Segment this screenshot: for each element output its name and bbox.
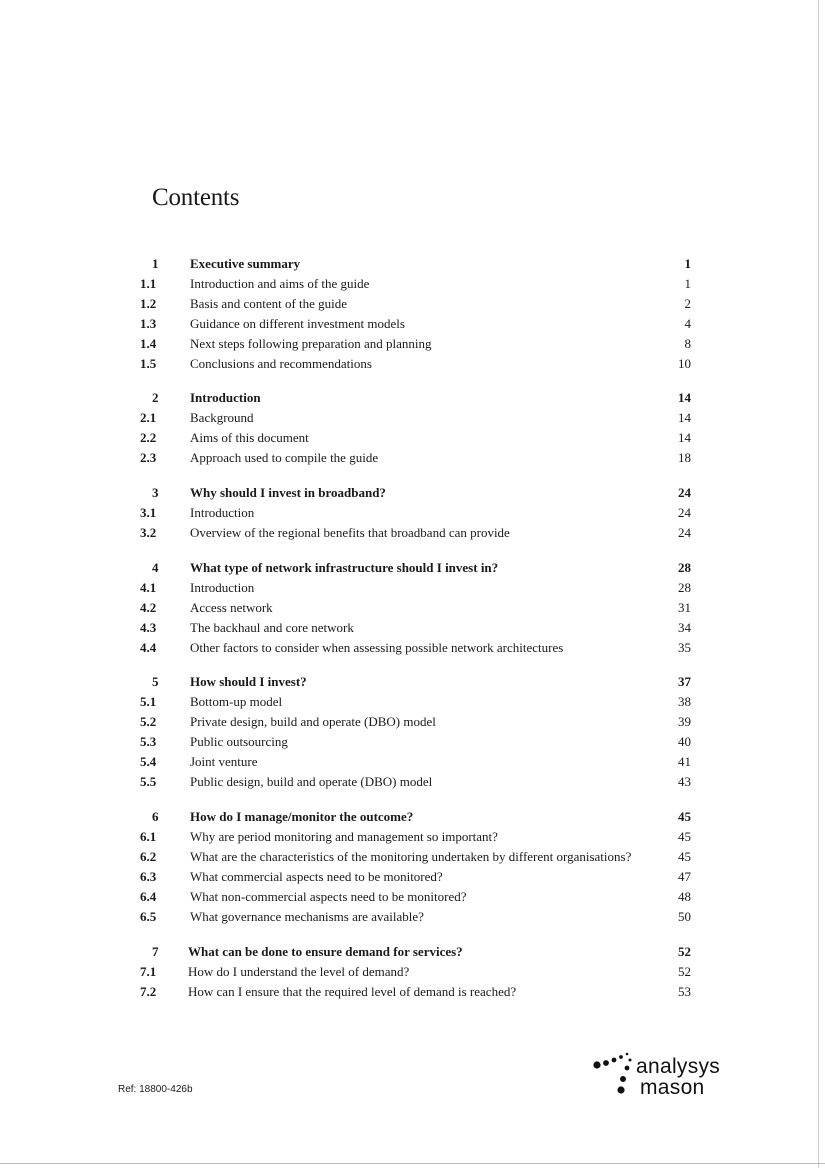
toc-title: What can be done to ensure demand for services? [188, 944, 463, 959]
toc-entry [0, 450, 825, 470]
toc-number: 6.3 [140, 869, 157, 884]
toc-page-number: 4 [684, 316, 691, 331]
toc-number: 5.5 [140, 774, 157, 789]
logo-line-analysys: analysys [636, 1055, 721, 1078]
toc-number: 6.1 [140, 829, 157, 844]
toc-number: 4.1 [140, 580, 157, 595]
toc-page-number: 8 [684, 336, 691, 351]
toc-title: Next steps following preparation and planning [190, 336, 432, 351]
toc-number: 6.2 [140, 849, 157, 864]
toc-number: 7 [152, 944, 159, 959]
toc-title: Public design, build and operate (DBO) model [190, 774, 433, 789]
toc-entry [0, 640, 825, 660]
toc-page-number: 45 [678, 809, 691, 824]
toc-page-number: 18 [678, 450, 691, 465]
toc-number: 1.3 [140, 316, 157, 331]
toc-entry [0, 356, 825, 376]
toc-entry [0, 430, 825, 450]
toc-title: How can I ensure that the required level of demand is reached? [188, 984, 517, 999]
toc-number: 1 [152, 256, 159, 271]
toc-page-number: 41 [678, 754, 691, 769]
toc-page-number: 24 [678, 505, 691, 520]
logo-line-mason: mason [640, 1076, 705, 1099]
toc-number: 2.2 [140, 430, 157, 445]
toc-number: 3.1 [140, 505, 157, 520]
toc-page-number: 52 [678, 964, 691, 979]
toc-page-number: 14 [678, 390, 691, 405]
toc-entry [0, 694, 825, 714]
toc-number: 7.1 [140, 964, 157, 979]
toc-section-heading [0, 560, 825, 580]
toc-section-heading [0, 390, 825, 410]
toc-title: Bottom-up model [190, 694, 283, 709]
toc-number: 5 [152, 674, 159, 689]
toc-number: 6.4 [140, 889, 157, 904]
toc-page-number: 24 [678, 525, 691, 540]
toc-page-number: 40 [678, 734, 691, 749]
toc-page-number: 50 [678, 909, 691, 924]
toc-title: Why should I invest in broadband? [190, 485, 386, 500]
toc-title: Introduction [190, 505, 255, 520]
toc-page-number: 38 [678, 694, 691, 709]
toc-entry [0, 336, 825, 356]
toc-number: 4.4 [140, 640, 157, 655]
toc-title: Joint venture [190, 754, 258, 769]
scan-edge-bottom [0, 1163, 825, 1164]
toc-page-number: 39 [678, 714, 691, 729]
toc-number: 2.3 [140, 450, 157, 465]
toc-page-number: 37 [678, 674, 691, 689]
toc-page-number: 28 [678, 580, 691, 595]
toc-number: 7.2 [140, 984, 157, 999]
toc-number: 4.2 [140, 600, 157, 615]
page-title: Contents [152, 184, 240, 211]
toc-title: Other factors to consider when assessing possible network architectures [190, 640, 564, 655]
toc-title: Basis and content of the guide [190, 296, 348, 311]
toc-page-number: 43 [678, 774, 691, 789]
toc-entry [0, 296, 825, 316]
toc-title: What are the characteristics of the monitoring undertaken by different organisations? [190, 849, 632, 864]
toc-title: Introduction and aims of the guide [190, 276, 370, 291]
toc-section-heading [0, 944, 825, 964]
toc-entry [0, 754, 825, 774]
toc-title: Overview of the regional benefits that broadband can provide [190, 525, 510, 540]
toc-entry [0, 316, 825, 336]
toc-number: 1.4 [140, 336, 157, 351]
document-reference: Ref: 18800-426b [118, 1084, 193, 1095]
toc-entry [0, 984, 825, 1004]
toc-title: How do I manage/monitor the outcome? [190, 809, 414, 824]
toc-entry [0, 774, 825, 794]
toc-page-number: 28 [678, 560, 691, 575]
toc-number: 1.5 [140, 356, 157, 371]
toc-title: What non-commercial aspects need to be monitored? [190, 889, 467, 904]
toc-title: Aims of this document [190, 430, 309, 445]
toc-title: What commercial aspects need to be monitored? [190, 869, 443, 884]
toc-number: 1.2 [140, 296, 157, 311]
toc-page-number: 1 [684, 276, 691, 291]
toc-page-number: 2 [684, 296, 691, 311]
toc-section-heading [0, 674, 825, 694]
toc-number: 2.1 [140, 410, 157, 425]
toc-entry [0, 580, 825, 600]
toc-number: 5.4 [140, 754, 157, 769]
toc-number: 3 [152, 485, 159, 500]
toc-number: 6 [152, 809, 159, 824]
toc-title: Access network [190, 600, 273, 615]
toc-entry [0, 525, 825, 545]
toc-page-number: 52 [678, 944, 691, 959]
toc-title: Executive summary [190, 256, 301, 271]
toc-number: 2 [152, 390, 159, 405]
toc-entry [0, 276, 825, 296]
toc-entry [0, 964, 825, 984]
toc-entry [0, 889, 825, 909]
toc-number: 4 [152, 560, 159, 575]
toc-entry [0, 410, 825, 430]
toc-title: Guidance on different investment models [190, 316, 405, 331]
toc-title: Public outsourcing [190, 734, 288, 749]
toc-section-heading [0, 809, 825, 829]
toc-entry [0, 869, 825, 889]
toc-entry [0, 829, 825, 849]
toc-page-number: 24 [678, 485, 691, 500]
toc-entry [0, 734, 825, 754]
toc-entry [0, 505, 825, 525]
toc-title: Introduction [190, 390, 261, 405]
toc-section-heading [0, 256, 825, 276]
toc-number: 3.2 [140, 525, 157, 540]
toc-number: 1.1 [140, 276, 157, 291]
toc-title: The backhaul and core network [190, 620, 354, 635]
toc-page-number: 35 [678, 640, 691, 655]
toc-page-number: 45 [678, 849, 691, 864]
toc-page-number: 14 [678, 430, 691, 445]
toc-entry [0, 620, 825, 640]
toc-title: Why are period monitoring and management so important? [190, 829, 498, 844]
analysys-mason-logo-text [636, 1056, 720, 1098]
toc-page-number: 10 [678, 356, 691, 371]
toc-number: 5.2 [140, 714, 157, 729]
toc-title: Approach used to compile the guide [190, 450, 379, 465]
toc-page-number: 1 [684, 256, 691, 271]
toc-page-number: 31 [678, 600, 691, 615]
toc-title: How do I understand the level of demand? [188, 964, 410, 979]
toc-number: 5.3 [140, 734, 157, 749]
toc-entry [0, 714, 825, 734]
toc-title: Private design, build and operate (DBO) model [190, 714, 436, 729]
toc-page-number: 53 [678, 984, 691, 999]
toc-section-heading [0, 485, 825, 505]
toc-title: Background [190, 410, 254, 425]
toc-title: What type of network infrastructure should I invest in? [190, 560, 499, 575]
toc-entry [0, 909, 825, 929]
toc-title: How should I invest? [190, 674, 307, 689]
toc-page-number: 45 [678, 829, 691, 844]
toc-number: 6.5 [140, 909, 157, 924]
toc-page-number: 34 [678, 620, 691, 635]
toc-page-number: 48 [678, 889, 691, 904]
toc-title: Conclusions and recommendations [190, 356, 372, 371]
toc-entry [0, 849, 825, 869]
toc-title: What governance mechanisms are available? [190, 909, 424, 924]
toc-title: Introduction [190, 580, 255, 595]
toc-number: 4.3 [140, 620, 157, 635]
toc-number: 5.1 [140, 694, 157, 709]
toc-page-number: 14 [678, 410, 691, 425]
toc-entry [0, 600, 825, 620]
toc-page-number: 47 [678, 869, 691, 884]
